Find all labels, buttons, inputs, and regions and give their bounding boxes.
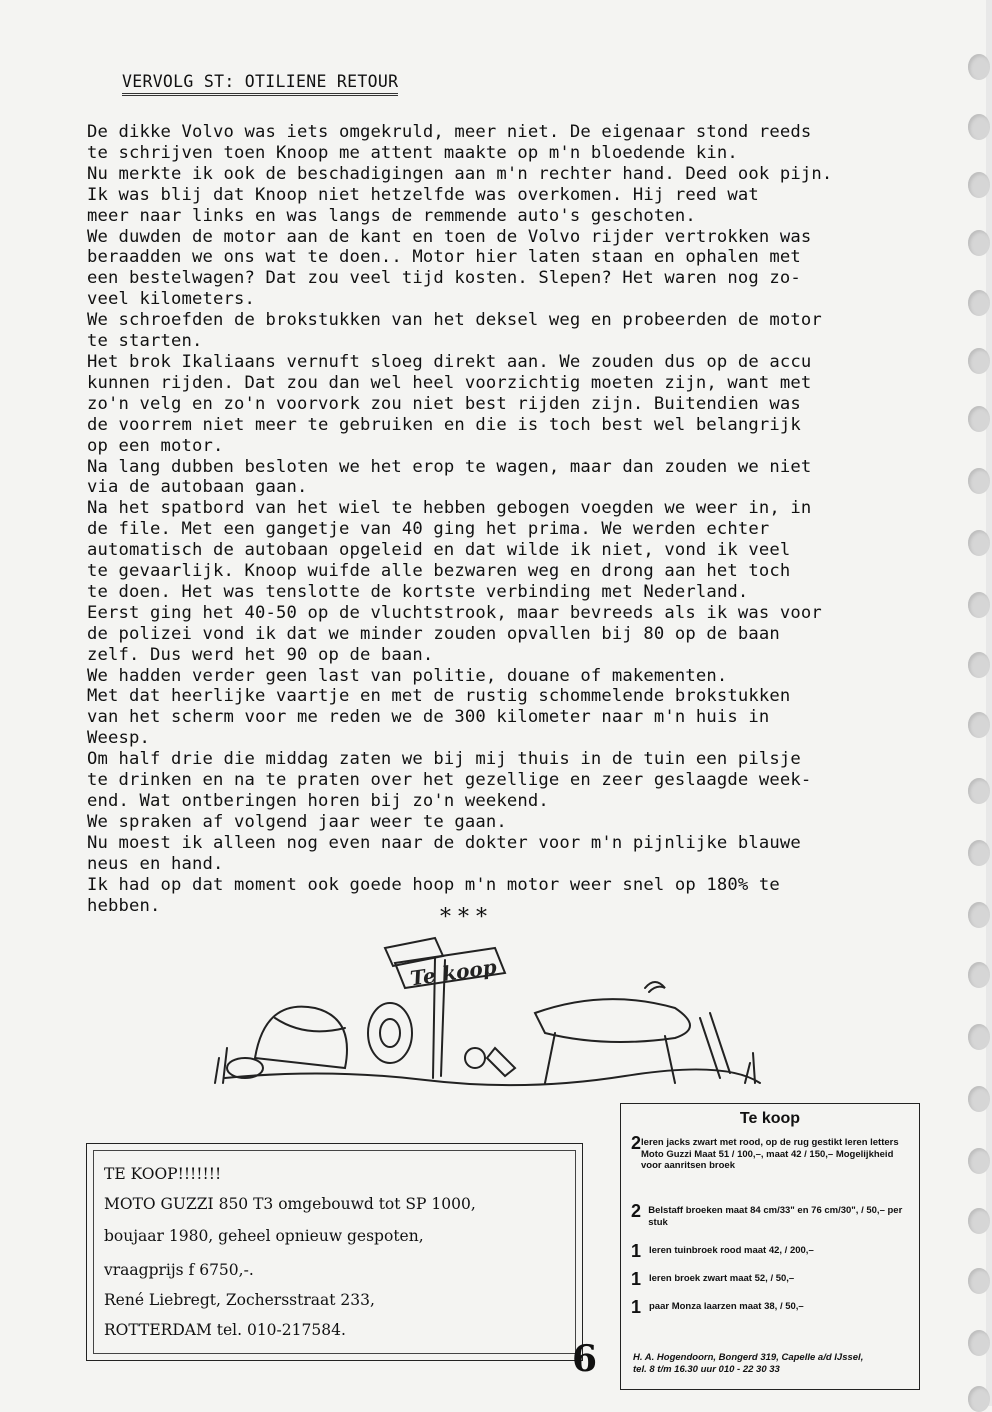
story-line: de voorrem niet meer te gebruiken en die is toch best wel belangrijk bbox=[87, 414, 801, 435]
story-line: neus en hand. bbox=[87, 853, 224, 874]
item-text: leren broek zwart maat 52, / 50,– bbox=[649, 1273, 795, 1284]
story-line: Het brok Ikaliaans vernuft sloeg direkt aan. We zouden dus op de accu bbox=[87, 351, 812, 372]
item-text: leren tuinbroek rood maat 42, / 200,– bbox=[649, 1245, 814, 1256]
story-line: op een motor. bbox=[87, 435, 224, 456]
ad-item bbox=[631, 1270, 913, 1288]
article-body bbox=[87, 122, 967, 916]
story-line: automatisch de autobaan opgeleid en dat wilde ik niet, vond ik veel bbox=[87, 540, 791, 561]
punch-hole-icon bbox=[968, 1024, 990, 1050]
ad-title: Te koop bbox=[739, 1110, 801, 1127]
story-line: Ik had op dat moment ook goede hoop m'n motor weer snel op 180% te bbox=[87, 874, 780, 895]
punch-hole-icon bbox=[968, 712, 990, 738]
story-line: Ik was blij dat Knoop niet hetzelfde was overkomen. Hij reed wat bbox=[87, 184, 759, 205]
punch-hole-icon bbox=[968, 840, 990, 866]
ad-line: MOTO GUZZI 850 T3 omgebouwd tot SP 1000, bbox=[104, 1195, 476, 1213]
item-text: paar Monza laarzen maat 38, / 50,– bbox=[649, 1301, 804, 1312]
story-line: We hadden verder geen last van politie, douane of makementen. bbox=[87, 665, 728, 686]
classified-ad-left bbox=[86, 1143, 583, 1361]
story-line: Na het spatbord van het wiel te hebben gebogen voegden we weer in, in bbox=[87, 498, 812, 519]
punch-hole-icon bbox=[968, 348, 990, 374]
contact-address: H. A. Hogendoorn, Bongerd 319, Capelle a/d IJssel, bbox=[633, 1352, 864, 1363]
punch-hole-icon bbox=[968, 1386, 990, 1412]
story-line: de polizei vond ik dat we minder zouden opvallen bij 80 op de baan bbox=[87, 623, 780, 644]
punch-hole-icon bbox=[968, 902, 990, 928]
page-edge bbox=[986, 0, 992, 1406]
item-count: 2 bbox=[631, 1133, 642, 1153]
story-line: te starten. bbox=[87, 331, 203, 352]
story-line: Na lang dubben besloten we het erop te wagen, maar dan zouden we niet bbox=[87, 456, 812, 477]
story-line: zelf. Dus werd het 90 op de baan. bbox=[87, 644, 434, 665]
ad-item bbox=[631, 1202, 913, 1228]
story-line: te schrijven toen Knoop me attent maakte op m'n bloedende kin. bbox=[87, 142, 738, 163]
punch-hole-icon bbox=[968, 530, 990, 556]
story-line: Om half drie die middag zaten we bij mij thuis in de tuin een pilsje bbox=[87, 749, 801, 770]
punch-hole-icon bbox=[968, 172, 990, 198]
ad-contact bbox=[633, 1352, 863, 1376]
ad-line: TE KOOP!!!!!!! bbox=[104, 1165, 222, 1183]
punch-hole-icon bbox=[968, 1086, 990, 1112]
story-line: te doen. Het was tenslotte de kortste verbinding met Nederland. bbox=[87, 581, 749, 602]
story-line: de file. Met een gangetje van 40 ging het prima. We werden echter bbox=[87, 519, 770, 540]
punch-hole-icon bbox=[968, 230, 990, 256]
punch-hole-icon bbox=[968, 1268, 990, 1294]
story-line: Eerst ging het 40-50 op de vluchtstrook, maar bevreeds als ik was voor bbox=[87, 602, 822, 623]
item-count: 1 bbox=[631, 1269, 642, 1289]
punch-hole-icon bbox=[968, 592, 990, 618]
story-line: zo'n velg en zo'n voorvork zou niet best rijden zijn. Buitendien was bbox=[87, 393, 801, 414]
section-separator: * * * bbox=[440, 905, 487, 930]
ad-line: vraagprijs f 6750,-. bbox=[104, 1261, 254, 1279]
story-line: meer naar links en was langs de remmende auto's geschoten. bbox=[87, 205, 696, 226]
punch-hole-icon bbox=[968, 962, 990, 988]
item-count: 1 bbox=[631, 1241, 642, 1261]
punch-hole-icon bbox=[968, 1208, 990, 1234]
story-line: We schroefden de brokstukken van het deksel weg en probeerden de motor bbox=[87, 310, 822, 331]
ad-item bbox=[631, 1298, 913, 1316]
article-heading: VERVOLG ST: OTILIENE RETOUR bbox=[122, 72, 398, 96]
punch-hole-icon bbox=[968, 652, 990, 678]
story-line: te gevaarlijk. Knoop wuifde alle bezwaren weg en drong aan het toch bbox=[87, 561, 791, 582]
ad-line: ROTTERDAM tel. 010-217584. bbox=[104, 1321, 346, 1339]
story-line: beraadden we ons wat te doen.. Motor hier laten staan en ophalen met bbox=[87, 247, 801, 268]
story-line: via de autobaan gaan. bbox=[87, 477, 308, 498]
item-count: 1 bbox=[631, 1297, 642, 1317]
punch-hole-icon bbox=[968, 778, 990, 804]
story-line: kunnen rijden. Dat zou dan wel heel voorzichtig moeten zijn, want met bbox=[87, 372, 812, 393]
item-count: 2 bbox=[631, 1201, 642, 1221]
story-line: te drinken en na te praten over het gezellige en zeer geslaagde week- bbox=[87, 770, 812, 791]
punch-hole-icon bbox=[968, 1148, 990, 1174]
story-line: We spraken af volgend jaar weer te gaan. bbox=[87, 811, 507, 832]
story-line: een bestelwagen? Dat zou veel tijd kosten. Slepen? Het waren nog zo- bbox=[87, 268, 801, 289]
sign-text: Te koop bbox=[408, 954, 499, 991]
page-number: 6 bbox=[572, 1338, 598, 1380]
story-line: We duwden de motor aan de kant en toen de Volvo rijder vertrokken was bbox=[87, 226, 812, 247]
punch-hole-icon bbox=[968, 54, 990, 80]
story-line: Met dat heerlijke vaartje en met de rustig schommelende brokstukken bbox=[87, 686, 791, 707]
story-line: Nu moest ik alleen nog even naar de dokter voor m'n pijnlijke blauwe bbox=[87, 832, 801, 853]
story-line: De dikke Volvo was iets omgekruld, meer niet. De eigenaar stond reeds bbox=[87, 122, 812, 142]
classified-ad-right bbox=[620, 1103, 920, 1390]
story-line: veel kilometers. bbox=[87, 289, 255, 310]
punch-hole-icon bbox=[968, 406, 990, 432]
story-line: Weesp. bbox=[87, 728, 150, 749]
ad-line: René Liebregt, Zochersstraat 233, bbox=[104, 1291, 375, 1309]
punch-hole-icon bbox=[968, 1330, 990, 1356]
punch-hole-icon bbox=[968, 114, 990, 140]
story-line: end. Wat ontberingen horen bij zo'n weekend. bbox=[87, 791, 549, 811]
story-line: van het scherm voor me reden we de 300 kilometer naar m'n huis in bbox=[87, 707, 770, 728]
punch-hole-icon bbox=[968, 290, 990, 316]
story-line: Nu merkte ik ook de beschadigingen aan m'n rechter hand. Deed ook pijn. bbox=[87, 163, 833, 184]
story-line: hebben. bbox=[87, 895, 161, 916]
ad-item bbox=[631, 1242, 913, 1260]
punch-hole-icon bbox=[968, 468, 990, 494]
item-text: leren jacks zwart met rood, op de rug gestikt leren letters Moto Guzzi Maat 51 / 100,–, maat 42 / 150,– Mogelijkheid voor aanritsen broek bbox=[641, 1137, 899, 1171]
ad-item bbox=[631, 1134, 913, 1172]
contact-phone: tel. 8 t/m 16.30 uur 010 - 22 30 33 bbox=[633, 1364, 780, 1375]
ad-inner-frame bbox=[93, 1150, 576, 1354]
ad-line: boujaar 1980, geheel opnieuw gespoten, bbox=[104, 1227, 424, 1245]
cartoon-illustration bbox=[205, 918, 765, 1098]
item-text: Belstaff broeken maat 84 cm/33" en 76 cm/30", / 50,– per stuk bbox=[648, 1205, 903, 1228]
